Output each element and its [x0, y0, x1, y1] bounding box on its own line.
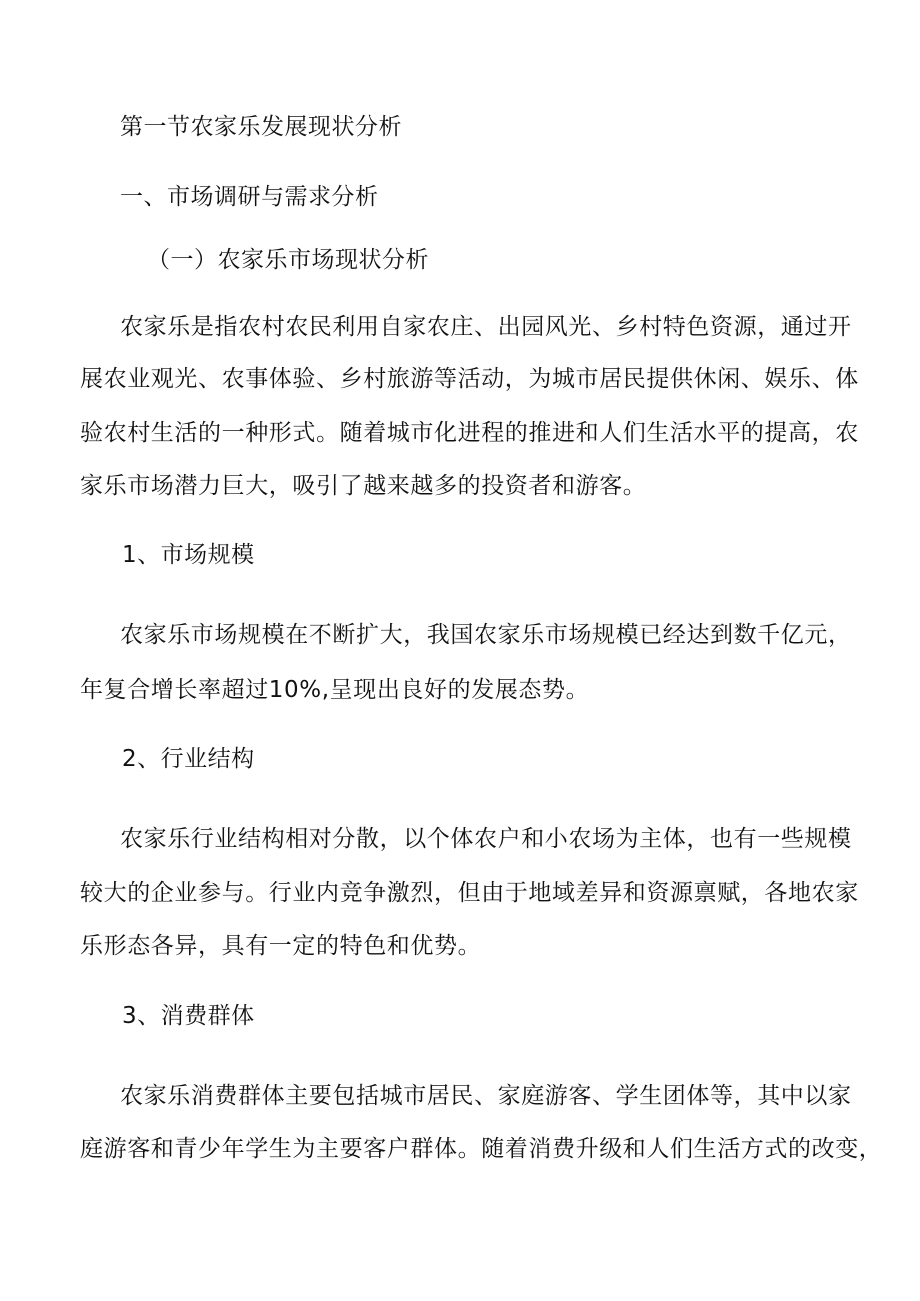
industry-structure-paragraph-line: 乐形态各异，具有一定的特色和优势。: [80, 933, 482, 959]
heading-market-research: 一、市场调研与需求分析: [120, 184, 379, 210]
market-size-paragraph-line: 农家乐市场规模在不断扩大，我国农家乐市场规模已经达到数千亿元，: [120, 622, 852, 648]
intro-paragraph-line: 验农村生活的一种形式。随着城市化进程的推进和人们生活水平的提高，农: [80, 420, 859, 446]
intro-paragraph-line: 展农业观光、农事体验、乡村旅游等活动，为城市居民提供休闲、娱乐、体: [80, 366, 859, 392]
item-market-size-title: 1、市场规模: [122, 542, 255, 568]
intro-paragraph-line: 农家乐是指农村农民利用自家农庄、出园风光、乡村特色资源，通过开: [120, 314, 852, 340]
consumer-groups-paragraph-line: 农家乐消费群体主要包括城市居民、家庭游客、学生团体等，其中以家: [120, 1083, 852, 1109]
industry-structure-paragraph-line: 较大的企业参与。行业内竞争激烈，但由于地域差异和资源禀赋，各地农家: [80, 880, 859, 906]
intro-paragraph-line: 家乐市场潜力巨大，吸引了越来越多的投资者和游客。: [80, 473, 647, 499]
section-title: 第一节农家乐发展现状分析: [120, 114, 402, 140]
industry-structure-paragraph-line: 农家乐行业结构相对分散，以个体农户和小农场为主体，也有一些规模: [120, 826, 852, 852]
market-size-paragraph-line: 年复合增长率超过10%,呈现出良好的发展态势。: [80, 677, 590, 703]
item-consumer-groups-title: 3、消费群体: [122, 1003, 255, 1029]
consumer-groups-paragraph-line: 庭游客和青少年学生为主要客户群体。随着消费升级和人们生活方式的改变，: [80, 1136, 883, 1162]
subheading-market-status: （一）农家乐市场现状分析: [147, 247, 429, 273]
item-industry-structure-title: 2、行业结构: [122, 746, 255, 772]
